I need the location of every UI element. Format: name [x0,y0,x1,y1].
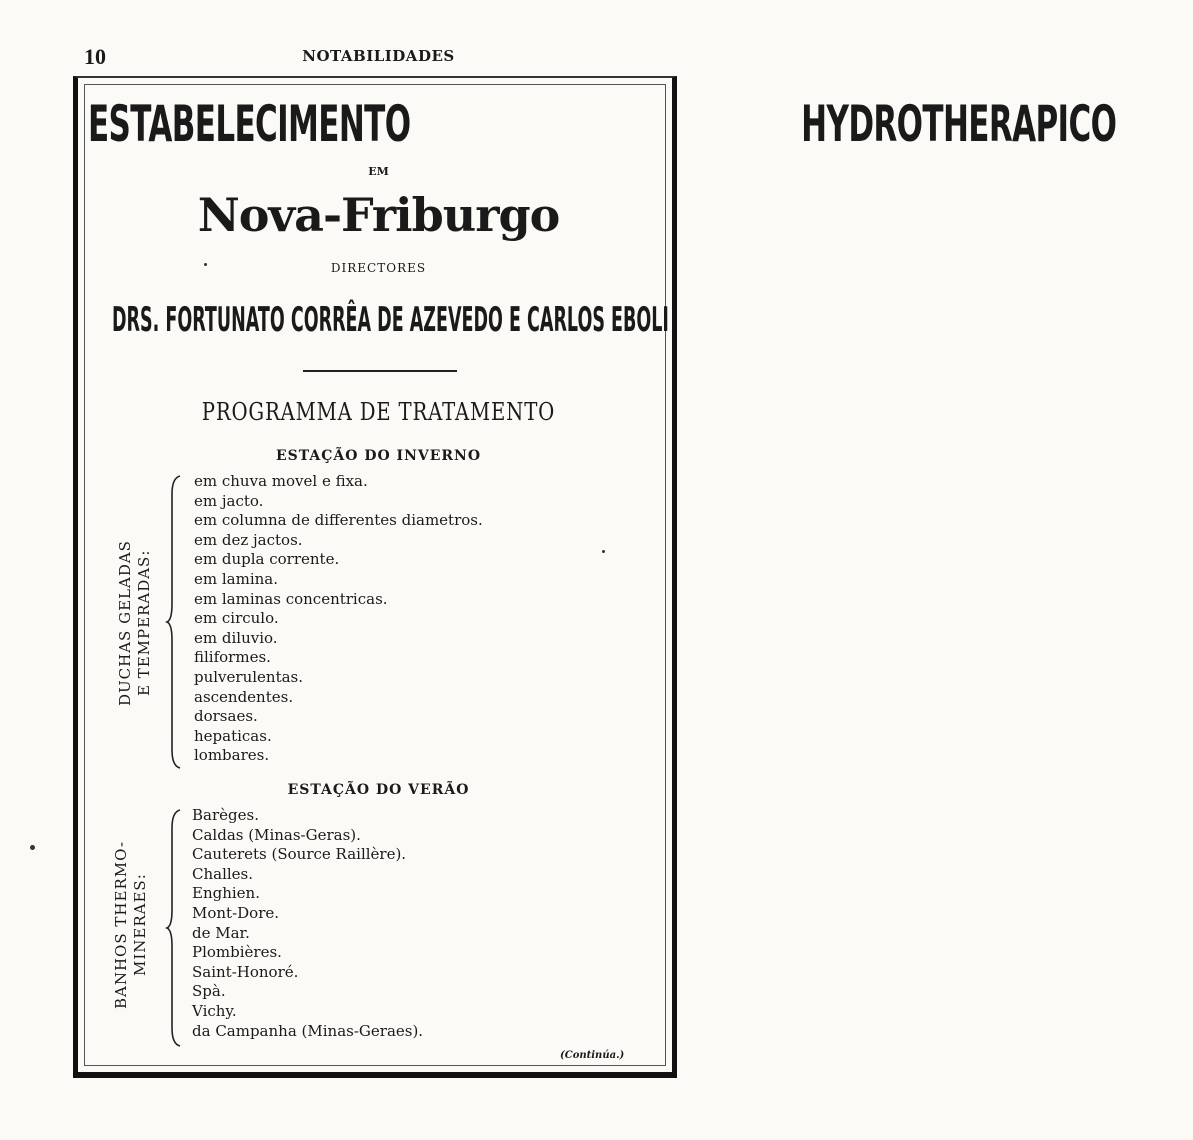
list-item: Enghien. [192,884,260,903]
list-item: Challes. [192,864,254,883]
list-item: em laminas concentricas. [194,589,388,608]
em-word: EM [368,165,389,178]
title-word-1: ESTABELECIMENTO [88,95,411,153]
list-item: em chuva movel e fixa. [194,472,368,490]
winter-brace [166,474,184,770]
advert-title [88,95,1117,153]
programme-title [0,398,757,426]
list-item: dorsaes. [194,707,258,726]
list-item: Caldas (Minas-Geras). [192,825,361,844]
doctors-text: DRS. FORTUNATO CORRÊA DE AZEVEDO E CARLOS EBOLI [112,300,669,340]
list-item: em jacto. [194,491,264,510]
list-item: ascendentes. [194,687,294,706]
list-item: Mont-Dore. [192,903,280,922]
winter-list [194,472,483,766]
list-item: Plombières. [192,943,282,962]
list-item: Spà. [192,982,226,1001]
list-item: em dupla corrente. [194,550,340,569]
list-item: da Campanha (Minas-Geraes). [192,1021,424,1040]
list-item: Vichy. [192,1001,237,1020]
page-number: 10 [84,44,106,69]
list-item: Barèges. [192,806,259,824]
running-head: NOTABILIDADES [302,47,455,65]
summer-side-label [112,835,150,1015]
list-item: lombares. [194,746,270,765]
list-item: Saint-Honoré. [192,962,299,981]
winter-side-label-line1: DUCHAS GELADAS [116,540,134,706]
list-item: em diluvio. [194,628,278,647]
doctors-names [112,298,669,342]
list-item: em dez jactos. [194,530,303,549]
title-word-2: HYDROTHERAPICO [801,95,1117,153]
list-item: em lamina. [194,569,279,588]
summer-brace [166,808,184,1048]
list-item: hepaticas. [194,726,272,745]
winter-heading: ESTAÇÃO DO INVERNO [275,448,482,464]
programme-title-text: PROGRAMMA DE TRATAMENTO [201,398,556,426]
directores-label: DIRECTORES [330,261,427,275]
summer-heading: ESTAÇÃO DO VERÃO [287,782,470,798]
list-item: em circulo. [194,609,279,628]
summer-list [192,806,423,1041]
summer-side-label-line2: MINERAES: [131,873,149,977]
continua-note: (Continúa.) [560,1050,625,1061]
ink-speck [602,550,605,553]
divider-rule [303,370,457,372]
winter-side-label-line2: E TEMPERADAS: [135,549,153,697]
list-item: filiformes. [194,648,271,667]
list-item: pulverulentas. [194,667,304,686]
list-item: em columna de differentes diametros. [194,511,483,530]
summer-side-label-line1: BANHOS THERMO- [112,841,130,1010]
city-name: Nova-Friburgo [197,188,560,242]
list-item: Cauterets (Source Raillère). [192,845,407,864]
ink-speck [30,845,35,850]
winter-side-label [116,533,154,713]
list-item: de Mar. [192,923,250,942]
